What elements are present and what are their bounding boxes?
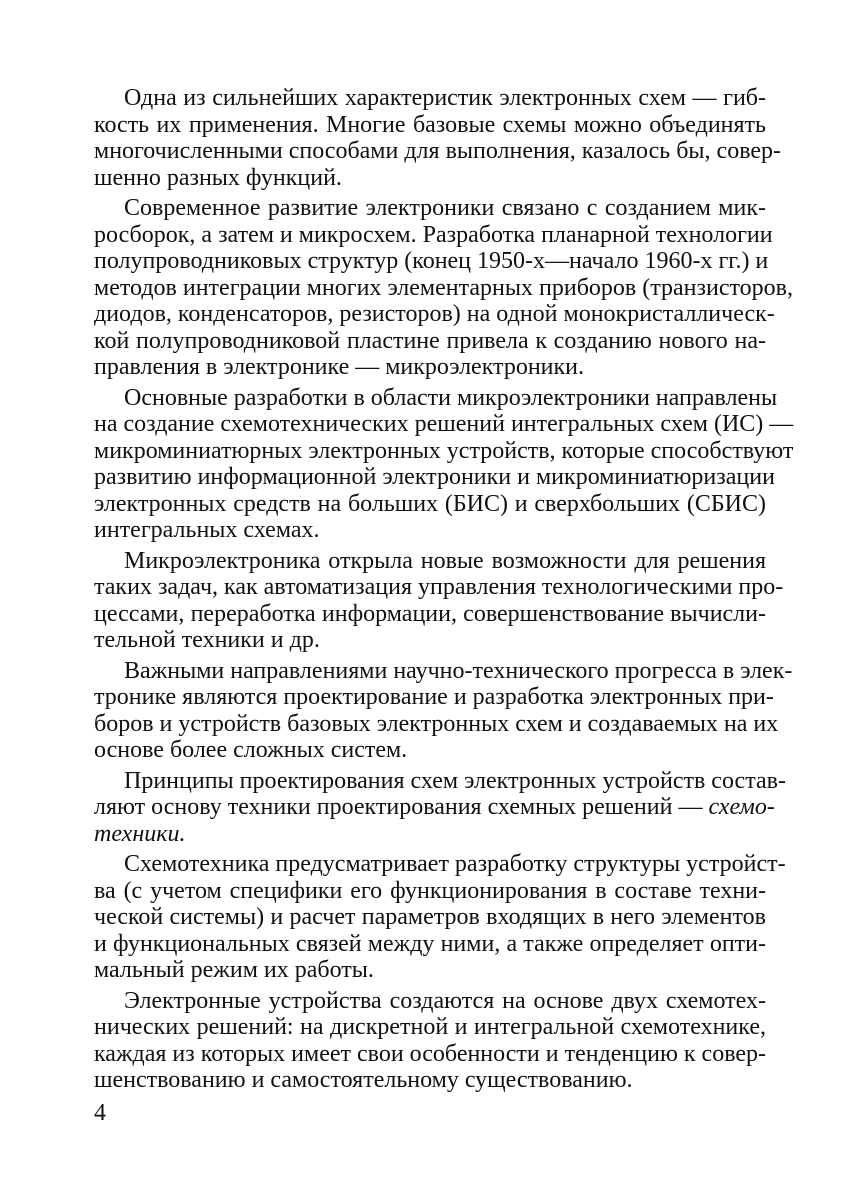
paragraph [94, 384, 794, 544]
text-line: тронике являются проектирование и разработка электронных при- [94, 684, 774, 710]
paragraph [94, 767, 786, 848]
text-line: полупроводниковых структур (конец 1950-х—начало 1960-х гг.) и [94, 248, 769, 274]
text-line [94, 794, 775, 821]
text-fragment: ляют основу техники проектирования схемных решений — [94, 794, 709, 820]
text-line: Одна из сильнейших характеристик электронных схем — гиб- [124, 85, 766, 111]
text-line: таких задач, как автоматизация управления технологическими про- [94, 574, 784, 600]
text-line: основе более сложных систем. [94, 737, 408, 763]
text-line: электронных средств на больших (БИС) и сверхбольших (СБИС) [94, 490, 766, 517]
text-line: Электронные устройства создаются на основе двух схемотех- [124, 987, 766, 1014]
text-line: правления в электронике — микроэлектроники. [94, 354, 585, 380]
text-line: Основные разработки в области микроэлектроники направлены [124, 384, 778, 411]
text-line: каждая из которых имеет свои особенности и тенденцию к совер- [94, 1040, 767, 1067]
text-line: шенствованию и самостоятельному существованию. [94, 1067, 633, 1093]
text-line: Важными направлениями научно-технического прогресса в элек- [124, 657, 793, 684]
text-line: методов интеграции многих элементарных приборов (транзисторов, [94, 274, 793, 301]
paragraph [94, 195, 793, 381]
text-line: боров и устройств базовых электронных схем и создаваемых на их [94, 710, 779, 737]
emphasized-term: схемо- [708, 794, 775, 820]
emphasized-term: техники. [94, 820, 186, 847]
text-line: микроминиатюрных электронных устройств, которые способствуют [94, 437, 794, 464]
text-line: ва (с учетом специфики его функционирования в составе техни- [94, 877, 766, 904]
paragraph [94, 657, 793, 764]
paragraph [94, 988, 766, 1094]
text-line: росборок, а затем и микросхем. Разработка планарной технологии [94, 221, 773, 248]
text-line: ческой системы) и расчет параметров входящих в него элементов [94, 904, 766, 930]
text-line: кой полупроводниковой пластине привела к созданию нового на- [94, 327, 766, 354]
paragraph [94, 85, 782, 191]
text-line: Современное развитие электроники связано с созданием мик- [124, 195, 766, 221]
text-line: Принципы проектирования схем электронных устройств состав- [124, 767, 786, 794]
body-text [94, 85, 794, 1098]
text-line: шенно разных функций. [94, 164, 342, 191]
text-line: интегральных схемах. [94, 517, 320, 543]
paragraph [94, 547, 784, 654]
text-line: многочисленными способами для выполнения, казалось бы, совер- [94, 138, 782, 164]
text-line: тельной техники и др. [94, 627, 320, 653]
page-number: 4 [94, 1100, 106, 1126]
text-line: Микроэлектроника открыла новые возможности для решения [124, 547, 766, 574]
text-line: кость их применения. Многие базовые схемы можно объединять [94, 111, 766, 138]
text-line: на создание схемотехнических решений интегральных схем (ИС) — [94, 411, 794, 437]
text-line: нических решений: на дискретной и интегральной схемотехнике, [94, 1014, 766, 1040]
text-line: и функциональных связей между ними, а также определяет опти- [94, 930, 766, 957]
text-line: цессами, переработка информации, совершенствование вычисли- [94, 600, 766, 627]
text-line: развитию информационной электроники и микроминиатюризации [94, 464, 775, 490]
text-line: мальный режим их работы. [94, 957, 374, 983]
paragraph [94, 851, 786, 984]
text-line: Схемотехника предусматривает разработку структуры устройст- [124, 851, 786, 877]
text-line: диодов, конденсаторов, резисторов) на одной монокристаллическ- [94, 301, 775, 327]
